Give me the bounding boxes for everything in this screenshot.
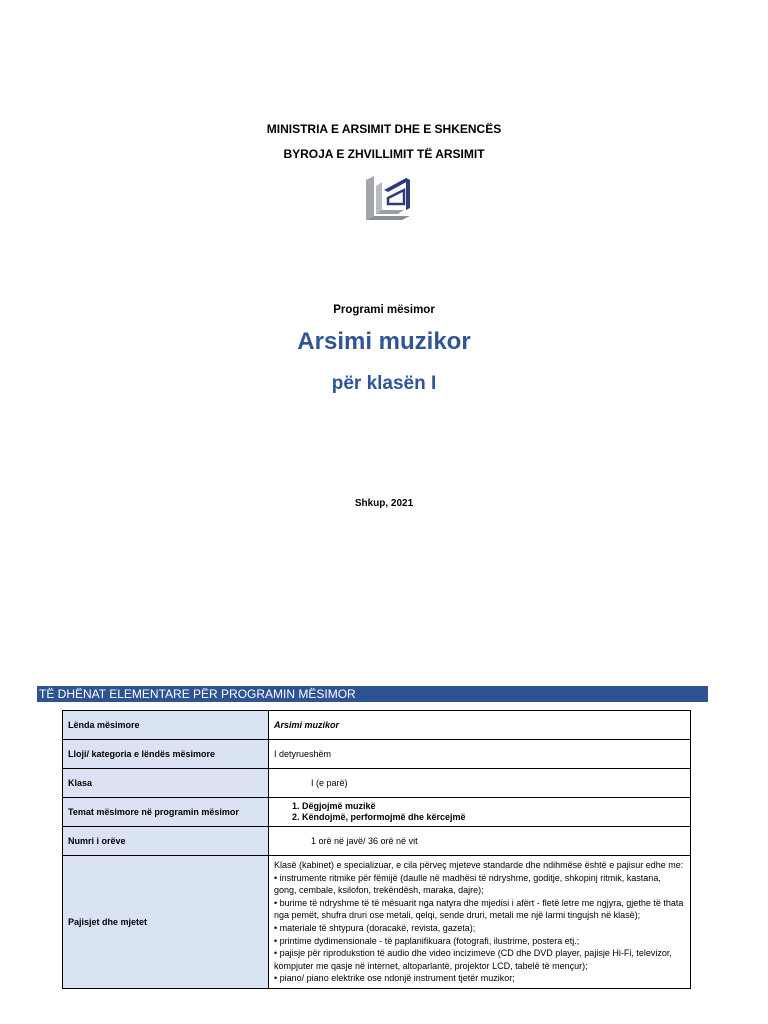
equipment-line: • burime të ndryshme të të mësuarit nga natyra dhe mjedisi i afërt - fletë letre me ngjyra, gjethe të thata nga pemët, shufra druri ose metali, qelqi, sende druri, metali me një larmi tingujsh në klasë); [274,897,684,921]
topics-value [269,798,691,827]
equipment-line: Klasë (kabinet) e specializuar, e cila përveç mjeteve standarde dhe ndihmëse është e pajisur edhe me: [274,860,684,870]
bureau-logo-icon [360,172,418,228]
table-row [63,711,691,740]
class-value: I (e parë) [269,769,691,798]
type-label: Lloji/ kategoria e lëndës mësimore [63,740,269,769]
hours-label: Numri i orëve [63,827,269,856]
table-row [63,740,691,769]
hours-value: 1 orë në javë/ 36 orë në vit [269,827,691,856]
equipment-line: • pajisje për riprodukstion të audio dhe video incizimeve (CD dhe DVD player, pajisje Hi-Fi, televizor, kompjuter me qasje në internet, altoparlantë, projektor LCD, tabelë të mençur); [274,948,672,971]
subject-label: Lënda mësimore [63,711,269,740]
place-date: Shkup, 2021 [354,498,414,509]
program-data-table [62,710,691,989]
type-value: I detyrueshëm [269,740,691,769]
list-item: 1. Dëgjojmë muzikë [302,801,685,812]
topics-list [274,801,685,823]
section-heading: TË DHËNAT ELEMENTARE PËR PROGRAMIN MËSIMOR [39,687,356,701]
bureau-title: BYROJA E ZHVILLIMIT TË ARSIMIT [283,147,485,161]
table-row [63,769,691,798]
equipment-line: • instrumente ritmike për fëmijë (daulle në madhësi të ndryshme, goditje, shkopinj ritmik, kastana, gong, cembale, ksilofon, trekëndësh, maraka, dajre); [274,872,661,896]
document-subtitle: për klasën I [331,373,437,394]
document-title: Arsimi muzikor [297,328,471,355]
equipment-value [269,856,691,989]
equipment-label: Pajisjet dhe mjetet [63,856,269,989]
class-label: Klasa [63,769,269,798]
list-item: 2. Këndojmë, performojmë dhe kërcejmë [302,812,685,823]
subject-value: Arsimi muzikor [269,711,691,740]
table-row [63,856,691,989]
table-row [63,827,691,856]
equipment-line: • materiale të shtypura (doracakë, revista, gazeta); [274,922,476,933]
equipment-line: • printime dydimensionale - të paplanifikuara (fotografi, ilustrime, postera etj.; [274,935,580,946]
program-label: Programi mësimor [333,304,435,316]
section-heading-bar [37,686,708,702]
table-row [63,798,691,827]
ministry-title: MINISTRIA E ARSIMIT DHE E SHKENCËS [266,122,502,136]
equipment-line: • piano/ piano elektrike ose ndonjë instrument tjetër muzikor; [274,973,515,984]
topics-label: Temat mësimore në programin mësimor [63,798,269,827]
